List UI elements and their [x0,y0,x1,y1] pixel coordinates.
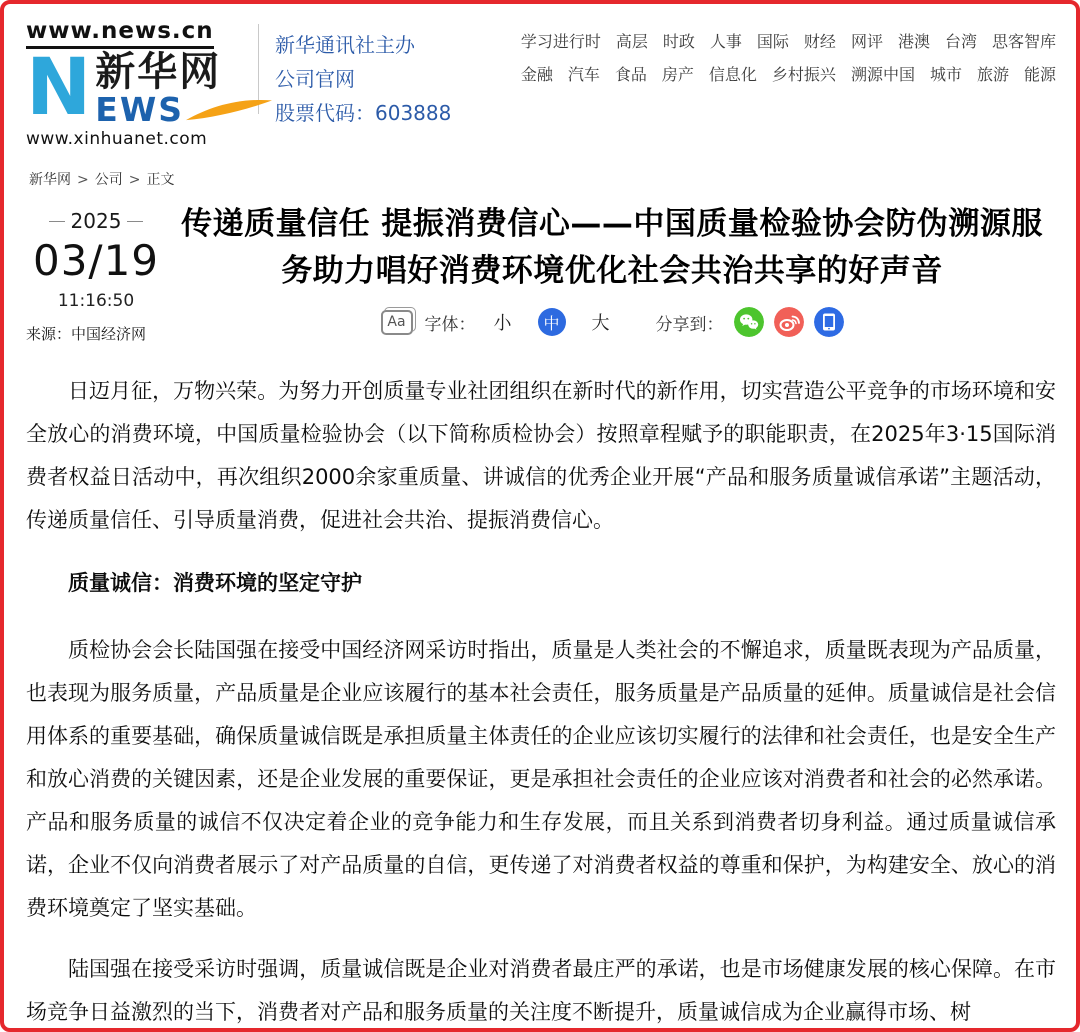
article-meta-row [170,307,1054,337]
paragraph-2: 质检协会会长陆国强在接受中国经济网采访时指出，质量是人类社会的不懈追求，质量既表现为产品质量，也表现为服务质量，产品质量是企业应该履行的基本社会责任，服务质量是产品质量的延伸。质量诚信是社会信用体系的重要基础，确保质量诚信既是承担质量主体责任的企业应该切实履行的法律和社会责任，也是安全生产和放心消费的关键因素，还是企业发展的重要保证，更是承担社会责任的企业应该对消费者和社会的必然承诺。产品和服务质量的诚信不仅决定着企业的竞争能力和生存发展，而且关系到消费者切身利益。通过质量诚信承诺，企业不仅向消费者展示了对产品质量的自信，更传递了对消费者权益的尊重和保护，为构建安全、放心的消费环境奠定了坚实基础。 [26,638,1056,921]
nav-item-jinrong[interactable]: 金融 [520,65,553,84]
nav-item-gaoceng[interactable]: 高层 [615,32,648,51]
font-size-small-button[interactable]: 小 [493,313,512,334]
year-dash-left [49,221,65,222]
date-time: 11:16:50 [57,291,135,312]
nav-item-fangchan[interactable]: 房产 [661,65,694,84]
logo-ews-letters: EWS [95,90,184,129]
site-url-top: www.news.cn [26,18,214,49]
breadcrumb-separator: > [128,172,141,188]
breadcrumb-home[interactable]: 新华网 [29,172,71,188]
share-mobile-icon[interactable] [814,307,844,337]
nav-item-gangao[interactable]: 港澳 [897,32,930,51]
site-header [4,4,1076,149]
font-size-icon: Aa [381,310,413,335]
font-size-large-button[interactable]: 大 [591,313,610,334]
nav-item-sike[interactable]: 思客智库 [991,32,1056,51]
share-wechat-icon[interactable] [734,307,764,337]
article-title [170,201,1054,295]
swoosh-icon [186,96,272,122]
paragraph-1: 日迈月征，万物兴荣。为努力开创质量专业社团组织在新时代的新作用，切实营造公平竞争的市场环境和安全放心的消费环境，中国质量检验协会（以下简称质检协会）按照章程赋予的职能职责，在2025年3·15国际消费者权益日活动中，再次组织2000余家重质量、讲诚信的优秀企业开展“产品和服务质量诚信承诺”主题活动，传递质量信任、引导质量消费，促进社会共治、提振消费信心。 [26,379,1056,533]
nav-row-2 [521,63,1056,87]
nav-item-xinxihua[interactable]: 信息化 [708,65,757,84]
title-column [166,201,1058,344]
org-line-stockcode: 股票代码：603888 [275,101,452,125]
nav-item-xuexi[interactable]: 学习进行时 [520,32,601,51]
logo-n-letter: N [26,43,92,133]
paragraph-3: 陆国强在接受采访时强调，质量诚信既是企业对消费者最庄严的承诺，也是市场健康发展的核心保障。在市场竞争日益激烈的当下，消费者对产品和服务质量的关注度不断提升，质量诚信成为企业赢得市场、树 [26,957,1056,1025]
share-weibo-icon[interactable] [774,307,804,337]
nav-item-nengyuan[interactable]: 能源 [1023,65,1056,84]
date-year: 2025 [26,209,166,233]
site-logo[interactable] [26,18,244,149]
nav-item-wangping[interactable]: 网评 [850,32,883,51]
nav-row-1 [521,30,1056,54]
breadcrumb-current: 正文 [146,172,175,188]
nav-item-suyuan[interactable]: 溯源中国 [850,65,915,84]
article-source: 来源：中国经济网 [26,325,147,344]
breadcrumb-separator: > [77,172,89,188]
article-header [4,201,1076,344]
nav-item-chengshi[interactable]: 城市 [929,65,962,84]
font-size-medium-button[interactable]: 中 [538,308,566,336]
breadcrumb [29,169,1076,189]
nav-item-caijing[interactable]: 财经 [803,32,836,51]
share-label: 分享到： [655,314,724,335]
font-size-label: 字体： [424,314,476,335]
org-info [275,18,451,149]
nav-item-taiwan[interactable]: 台湾 [944,32,977,51]
nav-item-qiche[interactable]: 汽车 [567,65,600,84]
site-url-bottom: www.xinhuanet.com [26,129,208,149]
nav-item-guoji[interactable]: 国际 [756,32,789,51]
section-heading: 质量诚信：消费环境的坚定守护 [68,571,362,596]
nav-item-lvyou[interactable]: 旅游 [976,65,1009,84]
nav-item-xiangcun[interactable]: 乡村振兴 [771,65,836,84]
logo-graphic [26,43,244,133]
nav-item-shipin[interactable]: 食品 [614,65,647,84]
year-dash-right [127,221,143,222]
main-nav [521,18,1056,149]
nav-item-renshi[interactable]: 人事 [709,32,742,51]
article-title-line2: 务助力唱好消费环境优化社会共治共享的好声音 [281,253,943,289]
article-title-line1: 传递质量信任 提振消费信心——中国质量检验协会防伪溯源服 [181,206,1043,242]
org-line-official: 公司官网 [275,67,355,91]
date-block [26,201,166,344]
org-line-sponsor: 新华通讯社主办 [275,33,415,57]
article-body [4,370,1076,1032]
nav-item-shizheng[interactable]: 时政 [662,32,695,51]
logo-chinese-name: 新华网 [95,49,222,95]
date-monthday: 03/19 [32,236,160,285]
breadcrumb-company[interactable]: 公司 [94,172,123,188]
